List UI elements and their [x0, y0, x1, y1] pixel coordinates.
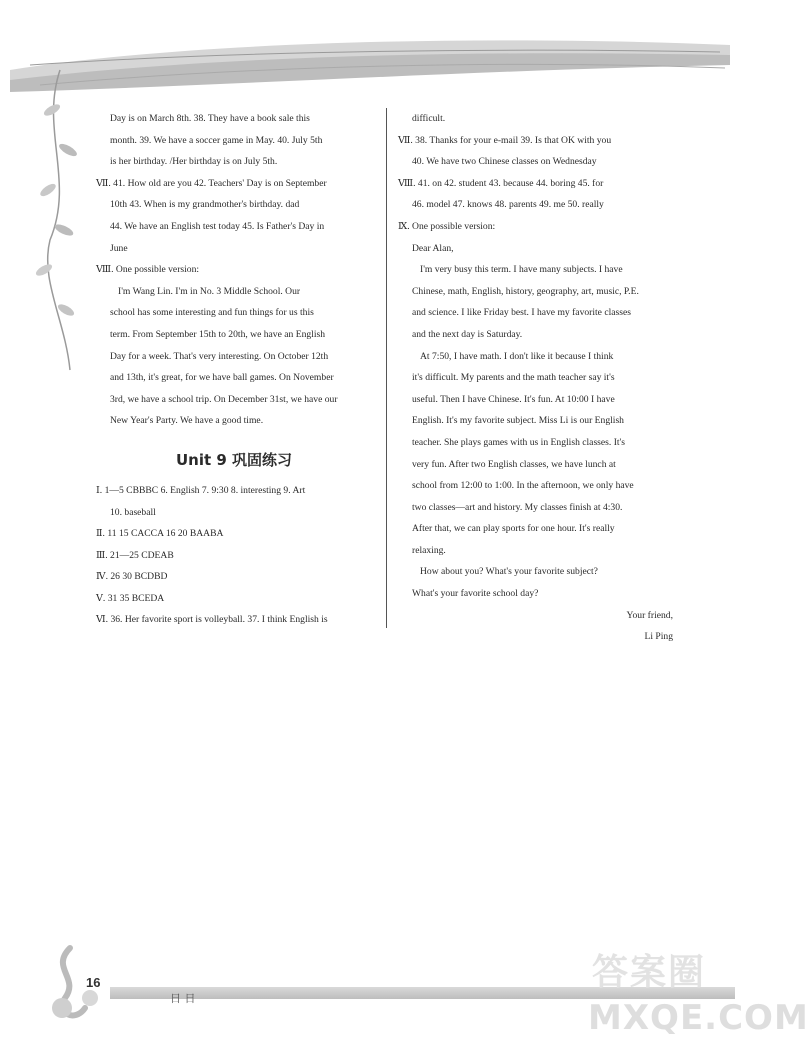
- footer-flourish-decoration: [40, 938, 120, 1028]
- text-line: Day is on March 8th. 38. They have a book sale this: [110, 113, 310, 124]
- column-divider: [386, 108, 387, 628]
- text-line: What's your favorite school day?: [412, 588, 539, 600]
- text-line: 10th 43. When is my grandmother's birthday. dad: [110, 199, 300, 211]
- letter-closing: Your friend,: [626, 609, 673, 621]
- text-line: 40. We have two Chinese classes on Wednesday: [412, 156, 597, 168]
- text-line: After that, we can play sports for one hour. It's really: [412, 523, 615, 535]
- text-line: Day for a week. That's very interesting. On October 12th: [110, 350, 329, 362]
- text-line: Chinese, math, English, history, geography, art, music, P.E.: [412, 285, 639, 297]
- answer-line: Ⅶ. 38. Thanks for your e-mail 39. Is that OK with you: [398, 134, 612, 146]
- answer-line: Ⅸ. One possible version:: [398, 220, 496, 232]
- answer-line: Ⅷ. One possible version:: [96, 264, 200, 276]
- text-line: and the next day is Saturday.: [412, 328, 523, 340]
- text-line: two classes—art and history. My classes finish at 4:30.: [412, 501, 623, 513]
- text-line: How about you? What's your favorite subject?: [420, 566, 598, 578]
- text-line: and science. I like Friday best. I have my favorite classes: [412, 307, 631, 319]
- text-line: school from 12:00 to 1:00. In the afternoon, we only have: [412, 480, 634, 492]
- letter-salutation: Dear Alan,: [412, 242, 454, 254]
- section-title: Unit 9 巩固练习: [175, 450, 293, 469]
- text-line: very fun. After two English classes, we have lunch at: [412, 458, 616, 470]
- text-line: teacher. She plays games with us in English classes. It's: [412, 436, 626, 448]
- answer-line: Ⅷ. 41. on 42. student 43. because 44. boring 45. for: [398, 177, 604, 189]
- watermark-url: MXQE.COM: [588, 998, 809, 1038]
- left-column: [96, 108, 372, 631]
- text-line: difficult.: [412, 113, 446, 124]
- header-swoosh-decoration: [0, 30, 768, 100]
- text-line: June: [110, 242, 128, 254]
- watermark-logo: 答案圈: [592, 952, 707, 993]
- text-line: it's difficult. My parents and the math teacher say it's: [412, 372, 615, 384]
- text-line: 10. baseball: [110, 506, 156, 518]
- text-line: English. It's my favorite subject. Miss Li is our English: [412, 415, 624, 427]
- right-column: [398, 108, 673, 648]
- text-line: month. 39. We have a soccer game in May. 40. July 5th: [110, 134, 323, 146]
- text-line: useful. Then I have Chinese. It's fun. At 10:00 I have: [412, 393, 615, 405]
- page-number: 16: [86, 975, 101, 990]
- answer-line: Ⅰ. 1—5 CBBBC 6. English 7. 9:30 8. interesting 9. Art: [96, 484, 306, 496]
- text-line: New Year's Party. We have a good time.: [110, 415, 264, 427]
- text-line: At 7:50, I have math. I don't like it because I think: [420, 350, 614, 362]
- vine-decoration: [30, 70, 90, 370]
- text-line: term. From September 15th to 20th, we have an English: [110, 328, 326, 340]
- answer-line: Ⅴ. 31 35 BCEDA: [96, 592, 165, 604]
- text-line: is her birthday. /Her birthday is on July 5th.: [110, 156, 278, 168]
- answer-line: Ⅳ. 26 30 BCDBD: [96, 571, 168, 583]
- text-line: I'm Wang Lin. I'm in No. 3 Middle School. Our: [118, 285, 301, 297]
- answer-line: Ⅲ. 21—25 CDEAB: [96, 549, 174, 561]
- text-line: and 13th, it's great, for we have ball games. On November: [110, 372, 334, 384]
- text-line: 44. We have an English test today 45. Is Father's Day in: [110, 220, 325, 232]
- footer-mark: 日 日: [170, 992, 196, 1005]
- letter-signature: Li Ping: [644, 631, 673, 643]
- answer-line: Ⅶ. 41. How old are you 42. Teachers' Day is on September: [96, 177, 327, 189]
- text-line: I'm very busy this term. I have many subjects. I have: [420, 264, 623, 276]
- text-line: 46. model 47. knows 48. parents 49. me 50. really: [412, 199, 604, 211]
- text-line: school has some interesting and fun things for us this: [110, 307, 314, 319]
- answer-line: Ⅱ. 11 15 CACCA 16 20 BAABA: [96, 528, 224, 540]
- text-line: 3rd, we have a school trip. On December 31st, we have our: [110, 393, 338, 405]
- answer-line: Ⅵ. 36. Her favorite sport is volleyball. 37. I think English is: [96, 614, 328, 626]
- text-line: relaxing.: [412, 544, 446, 556]
